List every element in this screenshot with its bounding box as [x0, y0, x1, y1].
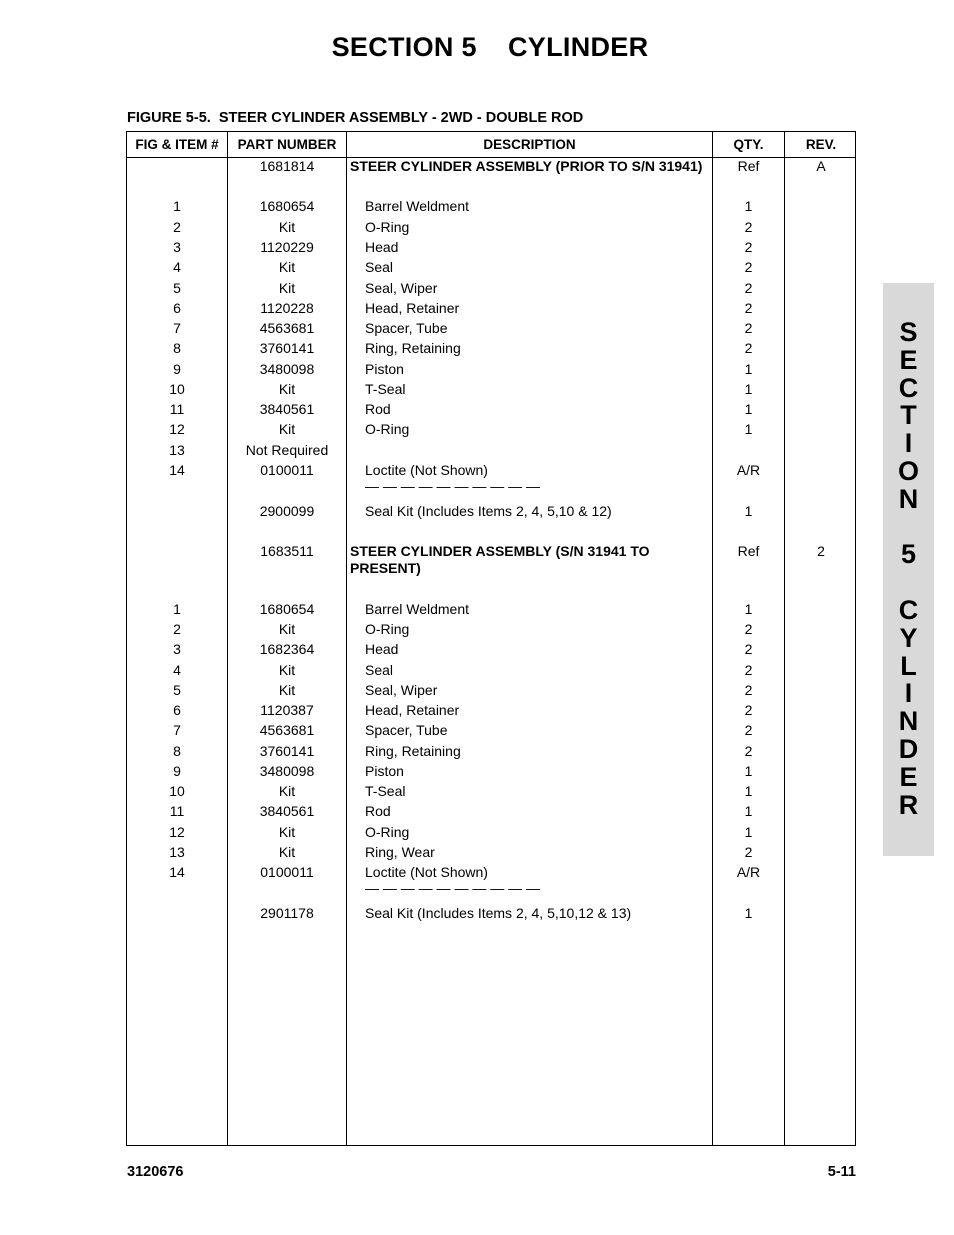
part-number-cell: Kit [278, 844, 296, 860]
rev-cell: A [816, 158, 826, 174]
table-header [127, 132, 855, 158]
side-tab-letter: R [898, 789, 919, 820]
qty-cell: 2 [744, 340, 753, 356]
fig-item-cell: 5 [173, 280, 181, 296]
fig-item-cell: 11 [169, 401, 185, 417]
part-number-cell: 3840561 [259, 803, 315, 819]
part-number-cell: Kit [278, 381, 296, 397]
qty-cell: 2 [744, 844, 753, 860]
fig-item-cell: 6 [173, 300, 181, 316]
description-cell: Seal [365, 259, 394, 275]
fig-item-cell: 7 [173, 320, 181, 336]
column-header-fig-item: FIG & ITEM # [135, 137, 219, 152]
side-tab-letter: T [900, 400, 917, 431]
part-number-cell: 1680654 [259, 601, 315, 617]
side-tab-letter: I [904, 678, 913, 709]
side-tab-letter: I [904, 428, 913, 459]
qty-cell: 2 [744, 280, 753, 296]
part-number-cell: 0100011 [260, 462, 314, 478]
fig-item-cell: 13 [169, 442, 185, 458]
side-tab-letter [883, 514, 934, 542]
part-number-cell: Kit [278, 621, 296, 637]
fig-item-cell: 14 [169, 462, 185, 478]
description-cell: Spacer, Tube [365, 722, 448, 738]
side-tab-letter [883, 569, 934, 597]
description-cell: Rod [365, 401, 391, 417]
description-cell: T-Seal [365, 381, 406, 397]
side-tab-letter: D [898, 733, 919, 764]
description-cell: Rod [365, 803, 391, 819]
description-cell: Piston [365, 361, 404, 377]
qty-cell: 2 [744, 722, 753, 738]
description-cell: Ring, Retaining [365, 340, 461, 356]
qty-cell: Ref [737, 158, 760, 174]
fig-item-cell: 9 [173, 361, 181, 377]
description-cell: STEER CYLINDER ASSEMBLY (PRIOR TO S/N 31941) [350, 158, 703, 174]
description-cell: O-Ring [365, 219, 410, 235]
fig-item-cell: 1 [173, 601, 181, 617]
description-cell: Loctite (Not Shown) [365, 864, 488, 880]
side-tab-letter: C [898, 594, 919, 625]
qty-cell: 2 [744, 320, 753, 336]
fig-item-cell: 6 [173, 702, 181, 718]
description-cell: STEER CYLINDER ASSEMBLY (S/N 31941 TO PRESENT) [350, 543, 650, 576]
part-number-cell: 1120229 [260, 239, 314, 255]
side-tab-letter: C [898, 372, 919, 403]
description-cell: Head [365, 641, 399, 657]
fig-item-cell: 5 [173, 682, 181, 698]
fig-item-cell: 4 [173, 662, 181, 678]
description-cell: Barrel Weldment [365, 198, 470, 214]
fig-item-cell: 12 [169, 824, 185, 840]
description-cell: Spacer, Tube [365, 320, 448, 336]
part-number-cell: 0100011 [260, 864, 314, 880]
section-side-tab [883, 283, 934, 856]
qty-cell: 1 [744, 421, 753, 437]
column-header-part-number: PART NUMBER [237, 137, 337, 152]
page-title: SECTION 5 CYLINDER [331, 32, 649, 62]
qty-cell: 1 [744, 381, 753, 397]
part-number-cell: 3840561 [259, 401, 315, 417]
qty-cell: 2 [744, 662, 753, 678]
fig-item-cell: 9 [173, 763, 181, 779]
part-number-cell: 3760141 [259, 743, 315, 759]
part-number-cell: Kit [278, 421, 296, 437]
side-tab-letter: N [898, 483, 919, 514]
part-number-cell: 2901178 [260, 905, 314, 921]
column-header-rev: REV. [805, 137, 837, 152]
part-number-cell: 1682364 [259, 641, 315, 657]
part-number-cell: 1680654 [259, 198, 315, 214]
qty-cell: 1 [744, 198, 753, 214]
qty-cell: 1 [744, 361, 753, 377]
fig-item-cell: 3 [173, 641, 181, 657]
description-cell: O-Ring [365, 421, 410, 437]
qty-cell: 1 [744, 905, 753, 921]
description-cell: Seal Kit (Includes Items 2, 4, 5,10 & 12) [365, 503, 612, 519]
rev-cell: 2 [817, 543, 825, 559]
side-tab-letter: 5 [900, 539, 917, 570]
part-number-cell: Kit [278, 280, 296, 296]
side-tab-letter: E [899, 344, 918, 375]
column-divider [784, 132, 785, 1145]
figure-title: FIGURE 5-5. STEER CYLINDER ASSEMBLY - 2WD - DOUBLE ROD [127, 110, 584, 126]
part-number-cell: 3480098 [259, 763, 315, 779]
qty-cell: 2 [744, 239, 753, 255]
description-cell: O-Ring [365, 824, 410, 840]
description-cell: T-Seal [365, 783, 406, 799]
part-number-cell: 1681814 [259, 158, 315, 174]
description-cell: Loctite (Not Shown) [365, 462, 488, 478]
description-cell: Seal, Wiper [365, 280, 438, 296]
part-number-cell: 1120387 [260, 702, 314, 718]
document-number: 3120676 [127, 1164, 184, 1180]
side-tab-letter: S [899, 317, 918, 347]
column-divider [346, 132, 347, 1145]
description-cell: Seal, Wiper [365, 682, 438, 698]
column-header-qty: QTY. [733, 137, 764, 152]
side-tab-letter: N [898, 706, 919, 737]
description-cell: O-Ring [365, 621, 410, 637]
qty-cell: 1 [744, 783, 753, 799]
description-cell: Seal [365, 662, 394, 678]
side-tab-letter: E [899, 761, 918, 792]
part-number-cell: Kit [278, 824, 296, 840]
part-number-cell: 4563681 [259, 320, 315, 336]
fig-item-cell: 11 [169, 803, 185, 819]
side-tab-label [883, 319, 934, 819]
fig-item-cell: 2 [173, 219, 181, 235]
qty-cell: 1 [744, 601, 753, 617]
qty-cell: 2 [744, 219, 753, 235]
fig-item-cell: 4 [173, 259, 181, 275]
description-cell: — — — — — — — — — — [365, 880, 541, 896]
fig-item-cell: 12 [169, 421, 185, 437]
qty-cell: 2 [744, 621, 753, 637]
qty-cell: 1 [744, 803, 753, 819]
description-cell: Head, Retainer [365, 702, 460, 718]
part-number-cell: Not Required [245, 442, 329, 458]
qty-cell: 2 [744, 641, 753, 657]
page-number: 5-11 [827, 1164, 856, 1180]
description-cell: Head [365, 239, 399, 255]
qty-cell: 1 [744, 503, 753, 519]
fig-item-cell: 10 [169, 381, 185, 397]
qty-cell: A/R [736, 462, 761, 478]
description-cell: — — — — — — — — — — [365, 478, 541, 494]
part-number-cell: Kit [278, 219, 296, 235]
part-number-cell: Kit [278, 259, 296, 275]
fig-item-cell: 7 [173, 722, 181, 738]
part-number-cell: 1683511 [260, 543, 314, 559]
qty-cell: 1 [744, 824, 753, 840]
fig-item-cell: 8 [173, 340, 181, 356]
part-number-cell: 1120228 [260, 300, 314, 316]
fig-item-cell: 2 [173, 621, 181, 637]
parts-table [126, 131, 856, 1146]
part-number-cell: Kit [278, 682, 296, 698]
part-number-cell: 3760141 [259, 340, 315, 356]
fig-item-cell: 13 [169, 844, 185, 860]
qty-cell: 1 [744, 401, 753, 417]
fig-item-cell: 14 [169, 864, 185, 880]
part-number-cell: 3480098 [259, 361, 315, 377]
description-cell: Seal Kit (Includes Items 2, 4, 5,10,12 & 13) [365, 905, 632, 921]
fig-item-cell: 1 [173, 198, 181, 214]
qty-cell: 2 [744, 743, 753, 759]
column-header-description: DESCRIPTION [483, 137, 576, 152]
side-tab-letter: Y [899, 622, 918, 653]
description-cell: Barrel Weldment [365, 601, 470, 617]
part-number-cell: Kit [278, 662, 296, 678]
side-tab-letter: L [900, 650, 917, 681]
part-number-cell: 2900099 [259, 503, 315, 519]
qty-cell: 1 [744, 763, 753, 779]
qty-cell: A/R [736, 864, 761, 880]
qty-cell: 2 [744, 300, 753, 316]
description-cell: Ring, Wear [365, 844, 435, 860]
qty-cell: 2 [744, 682, 753, 698]
fig-item-cell: 8 [173, 743, 181, 759]
description-cell: Head, Retainer [365, 300, 460, 316]
part-number-cell: Kit [278, 783, 296, 799]
side-tab-letter: O [897, 455, 919, 486]
qty-cell: 2 [744, 702, 753, 718]
fig-item-cell: 10 [169, 783, 185, 799]
fig-item-cell: 3 [173, 239, 181, 255]
part-number-cell: 4563681 [259, 722, 315, 738]
qty-cell: Ref [737, 543, 760, 559]
description-cell: Ring, Retaining [365, 743, 461, 759]
qty-cell: 2 [744, 259, 753, 275]
description-cell: Piston [365, 763, 404, 779]
